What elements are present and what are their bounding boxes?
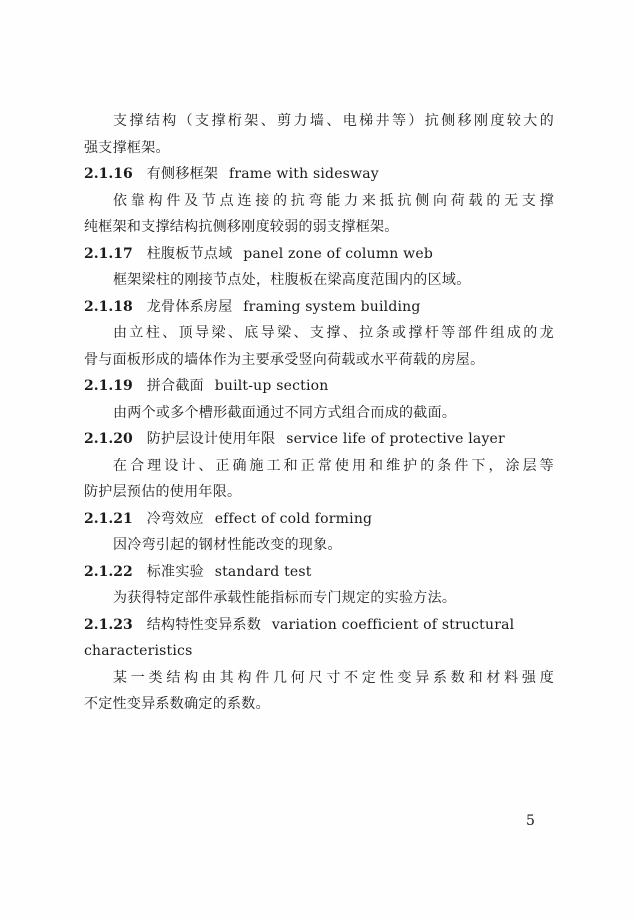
entry-term-cn: 有侧移框架	[146, 166, 219, 182]
entry-number: 2.1.16	[84, 166, 133, 182]
paragraph-line: 强支撑框架。	[84, 139, 170, 156]
entry-term-cn: 龙骨体系房屋	[146, 298, 233, 315]
definition-line: 在合理设计、正确施工和正常使用和维护的条件下，涂层等	[113, 457, 554, 474]
entry-number: 2.1.19	[84, 378, 133, 394]
entry-term-en: built-up section	[214, 378, 329, 394]
entry-term-cn: 防护层设计使用年限	[146, 431, 276, 447]
definition-line: 依靠构件及节点连接的抗弯能力来抵抗侧向荷载的无支撑	[113, 192, 554, 209]
entry-heading	[84, 506, 554, 533]
entry-term-cn: 拼合截面	[146, 378, 204, 394]
page-body	[84, 108, 554, 718]
entry-number: 2.1.21	[84, 510, 133, 527]
definition-line: 由立柱、顶导梁、底导梁、支撑、拉条或撑杆等部件组成的龙	[113, 325, 554, 341]
page-number: 5	[526, 813, 535, 829]
definition-line: 不定性变异系数确定的系数。	[84, 696, 270, 712]
entry-term-en: service life of protective layer	[286, 431, 505, 447]
entry-term-cn: 冷弯效应	[146, 510, 204, 527]
entry-term-en: panel zone of column web	[243, 245, 433, 262]
entry-term-en-cont: characteristics	[84, 643, 193, 659]
entry-term-cn: 结构特性变异系数	[146, 616, 262, 633]
definition-line: 防护层预估的使用年限。	[84, 484, 242, 500]
entry-heading	[84, 373, 554, 400]
entry-number: 2.1.23	[84, 616, 133, 633]
entry-term-en: variation coefficient of structural	[271, 616, 515, 633]
entry-term-en: frame with sidesway	[228, 166, 379, 182]
definition-line: 由两个或多个槽形截面通过不同方式组合而成的截面。	[113, 404, 457, 421]
entry-number: 2.1.17	[84, 245, 133, 262]
paragraph-line: 支撑结构（支撑桁架、剪力墙、电梯井等）抗侧移刚度较大的	[113, 113, 554, 129]
definition-line: 某一类结构由其构件几何尺寸不定性变异系数和材料强度	[113, 669, 554, 686]
definition-line: 纯框架和支撑结构抗侧移刚度较弱的弱支撑框架。	[84, 219, 399, 235]
entry-number: 2.1.18	[84, 298, 133, 315]
definition-line: 因冷弯引起的钢材性能改变的现象。	[113, 537, 342, 553]
entry-heading	[84, 241, 554, 268]
entry-term-cn: 柱腹板节点域	[146, 245, 233, 262]
definition-line: 框架梁柱的刚接节点处，柱腹板在梁高度范围内的区域。	[113, 272, 471, 288]
entry-term-cn: 标准实验	[146, 563, 204, 580]
entry-heading	[84, 559, 554, 586]
entry-heading-continuation	[84, 638, 554, 665]
entry-number: 2.1.22	[84, 563, 133, 580]
definition-line: 骨与面板形成的墙体作为主要承受竖向荷载或水平荷载的房屋。	[84, 351, 485, 368]
definition-line: 为获得特定部件承载性能指标而专门规定的实验方法。	[113, 590, 457, 606]
entry-heading	[84, 426, 554, 453]
entry-heading	[84, 612, 554, 639]
entry-heading	[84, 294, 554, 321]
entry-number: 2.1.20	[84, 431, 133, 447]
entry-term-en: standard test	[214, 563, 312, 580]
entry-heading	[84, 161, 554, 188]
entry-term-en: framing system building	[243, 298, 421, 315]
entry-term-en: effect of cold forming	[214, 510, 373, 527]
